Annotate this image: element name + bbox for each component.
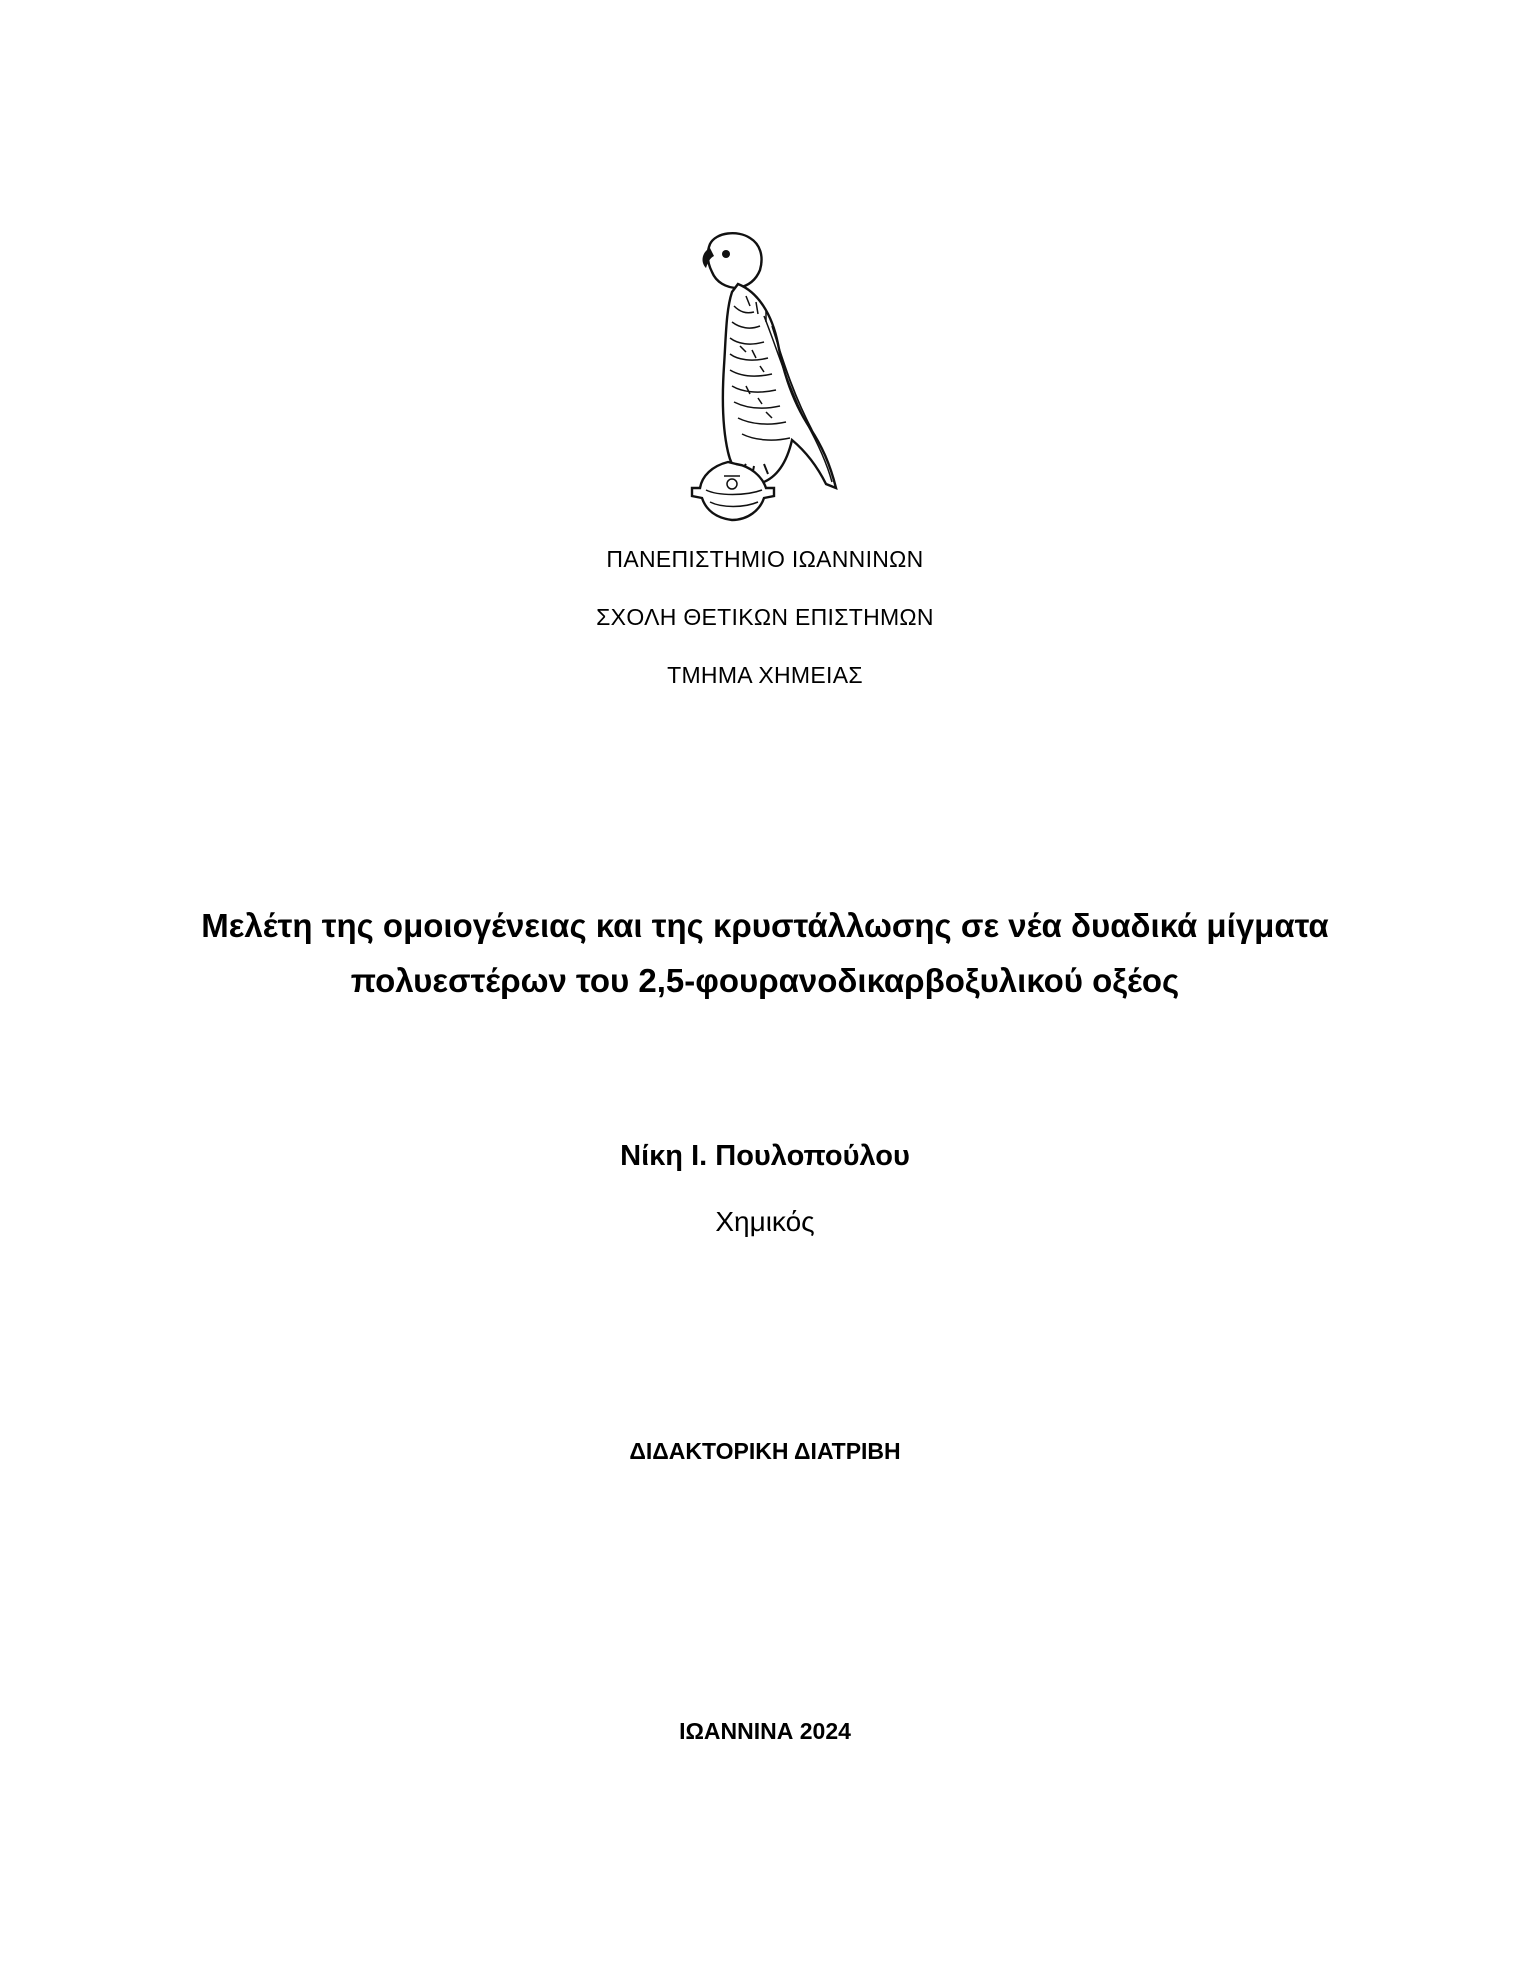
thesis-title — [0, 898, 1530, 1008]
owl-emblem-icon — [676, 226, 856, 526]
school-name: ΣΧΟΛΗ ΘΕΤΙΚΩΝ ΕΠΙΣΤΗΜΩΝ — [596, 604, 934, 630]
thesis-type: ΔΙΔΑΚΤΟΡΙΚΗ ΔΙΑΤΡΙΒΗ — [629, 1438, 901, 1464]
place-and-year: ΙΩΑΝΝΙΝΑ 2024 — [679, 1718, 851, 1744]
author-name: Νίκη Ι. Πουλοπούλου — [620, 1140, 910, 1172]
author-degree: Χημικός — [715, 1206, 815, 1237]
department-name: ΤΜΗΜΑ ΧΗΜΕΙΑΣ — [667, 662, 863, 688]
thesis-title-line-2: πολυεστέρων του 2,5-φουρανοδικαρβοξυλικού οξέος — [350, 962, 1180, 999]
university-name: ΠΑΝΕΠΙΣΤΗΜΙΟ ΙΩΑΝΝΙΝΩΝ — [606, 546, 924, 572]
thesis-title-line-1: Μελέτη της ομοιογένειας και της κρυστάλλωσης σε νέα δυαδικά μίγματα — [201, 907, 1329, 944]
